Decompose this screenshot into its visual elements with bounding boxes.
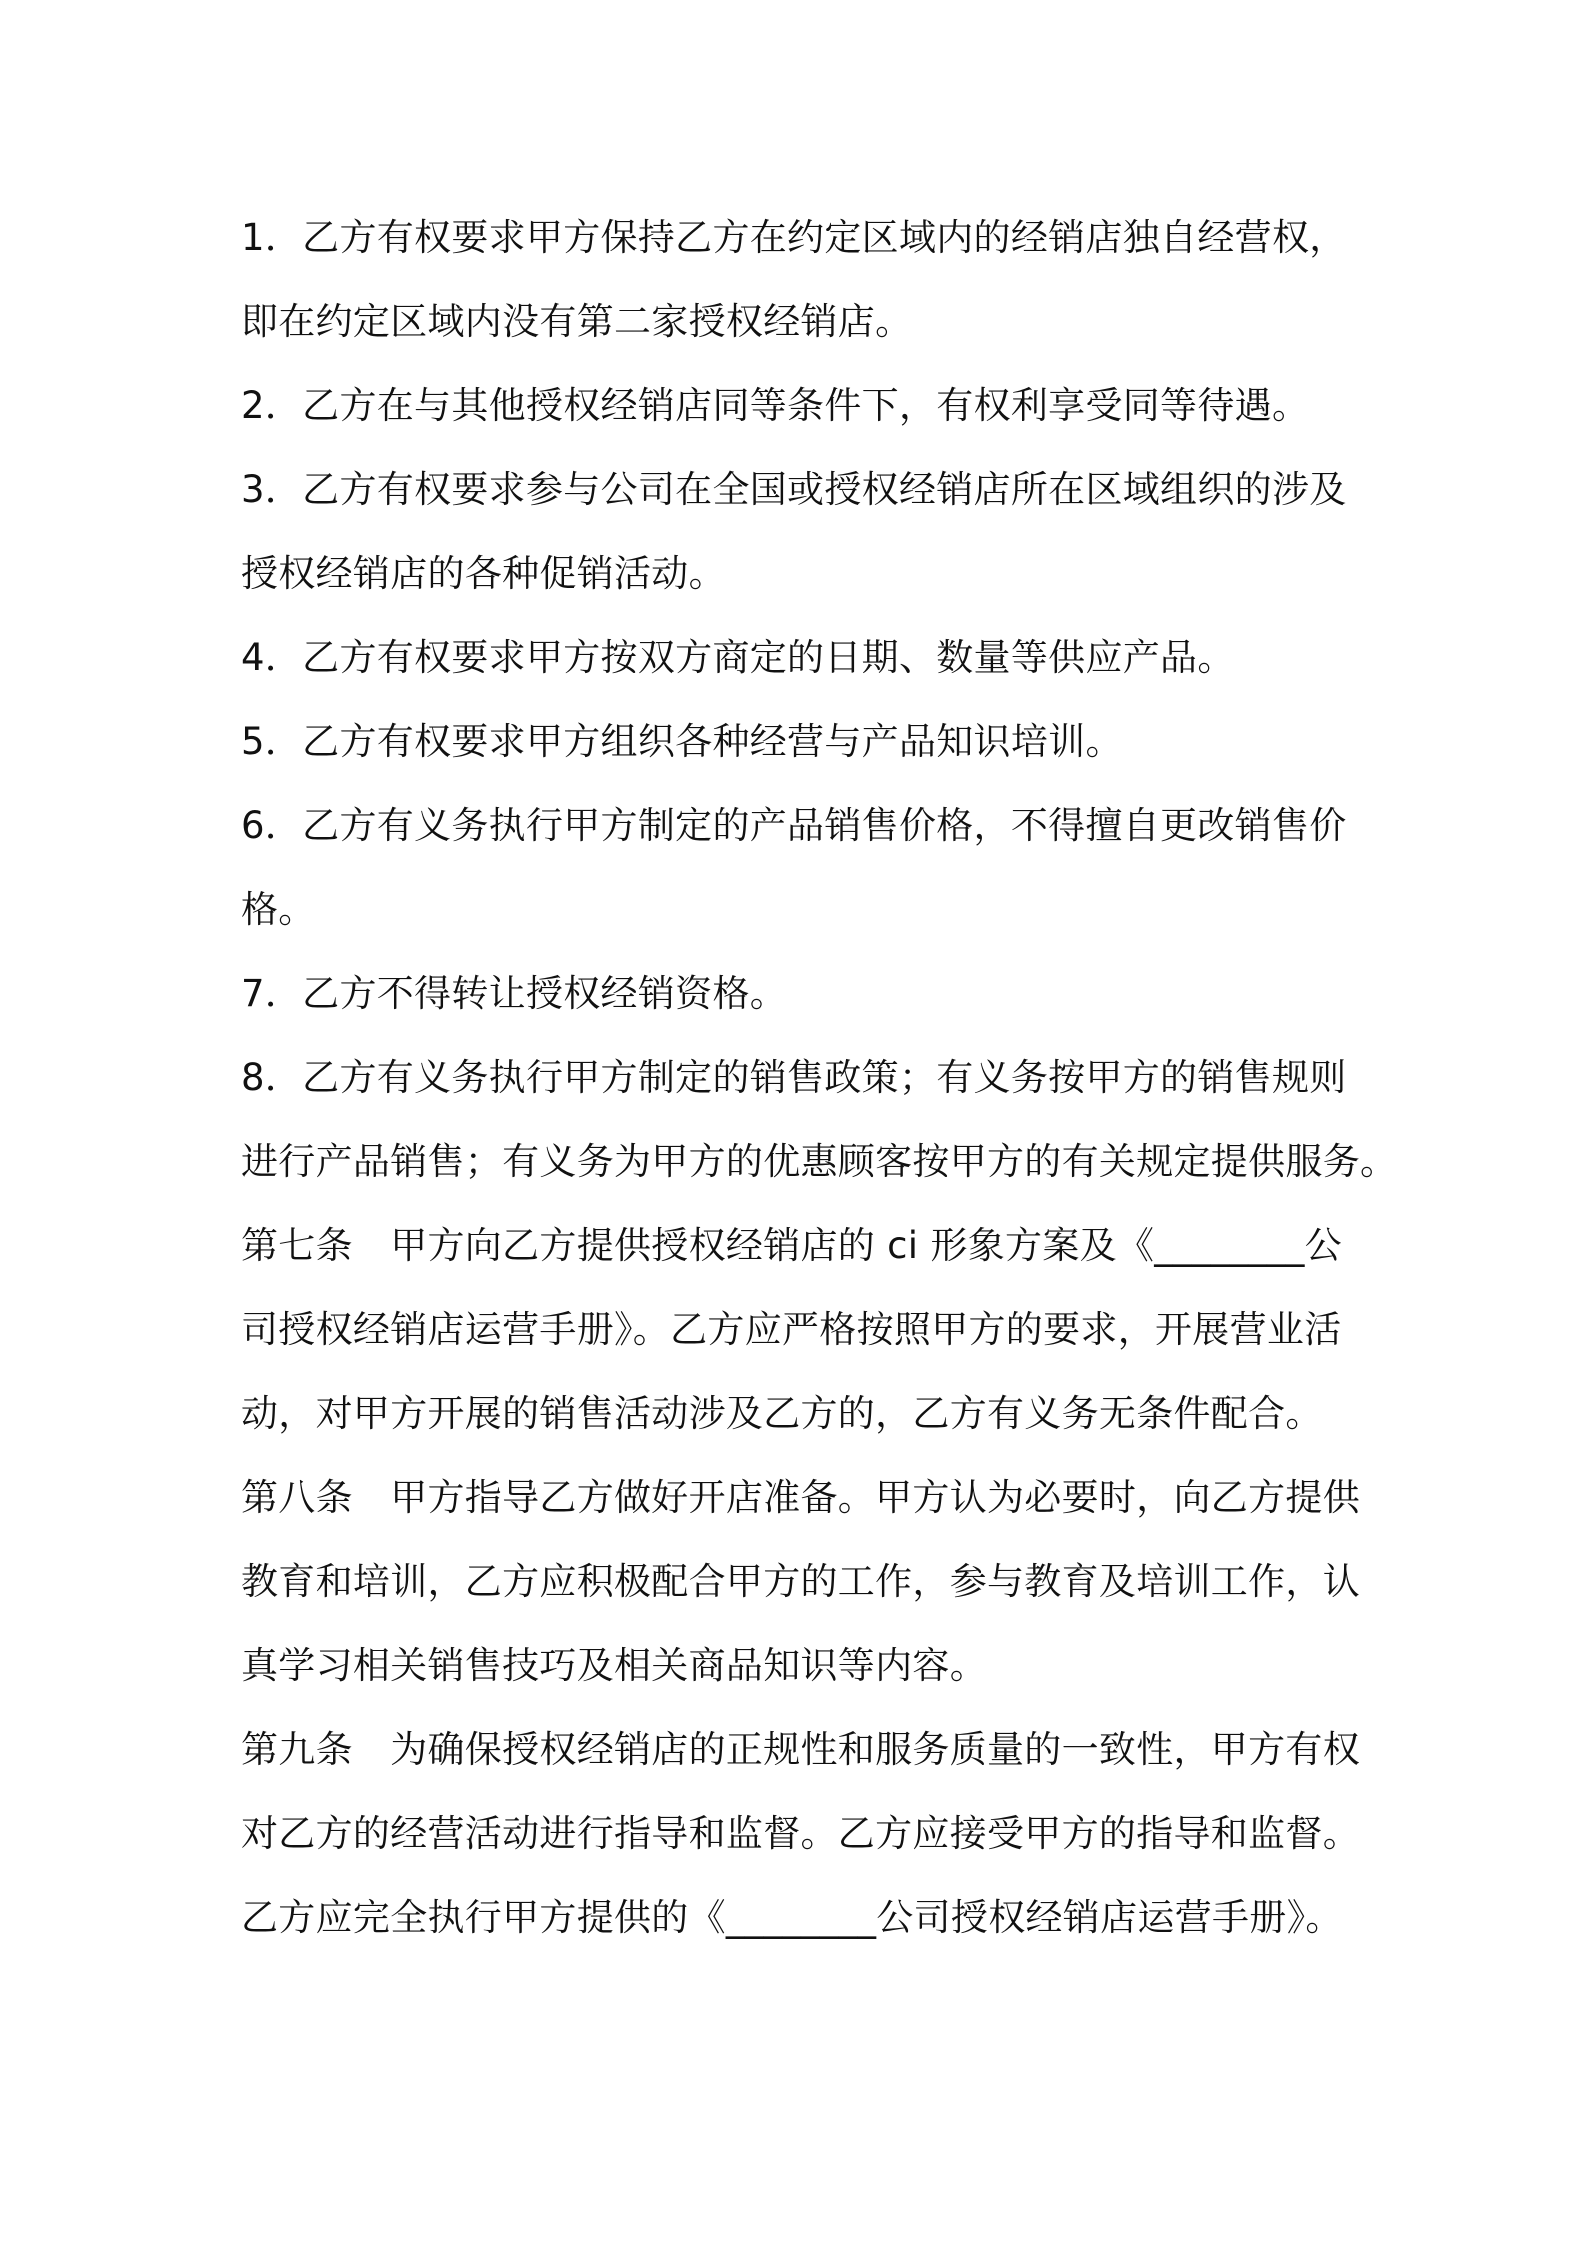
text-line: 格。 <box>241 888 316 931</box>
text-line: 5．乙方有权要求甲方组织各种经营与产品知识培训。 <box>241 720 1123 763</box>
text-line: 即在约定区域内没有第二家授权经销店。 <box>241 300 913 343</box>
document-body <box>241 196 1398 1960</box>
text-line: 授权经销店的各种促销活动。 <box>241 552 726 595</box>
text-line: 司授权经销店运营手册》。乙方应严格按照甲方的要求，开展营业活 <box>241 1308 1342 1351</box>
text-line: 乙方应完全执行甲方提供的《________公司授权经销店运营手册》。 <box>241 1896 1343 1939</box>
text-line: 真学习相关销售技巧及相关商品知识等内容。 <box>241 1644 987 1687</box>
text-line: 1．乙方有权要求甲方保持乙方在约定区域内的经销店独自经营权， <box>241 216 1347 259</box>
text-line: 第九条 为确保授权经销店的正规性和服务质量的一致性，甲方有权 <box>241 1728 1360 1771</box>
text-line: 2．乙方在与其他授权经销店同等条件下，有权利享受同等待遇。 <box>241 384 1310 427</box>
text-line: 7．乙方不得转让授权经销资格。 <box>241 972 788 1015</box>
text-line: 8．乙方有义务执行甲方制定的销售政策；有义务按甲方的销售规则 <box>241 1056 1347 1099</box>
text-line: 教育和培训，乙方应积极配合甲方的工作，参与教育及培训工作，认 <box>241 1560 1360 1603</box>
text-line: 第八条 甲方指导乙方做好开店准备。甲方认为必要时，向乙方提供 <box>241 1476 1360 1519</box>
text-line: 6．乙方有义务执行甲方制定的产品销售价格，不得擅自更改销售价 <box>241 804 1347 847</box>
text-line: 进行产品销售；有义务为甲方的优惠顾客按甲方的有关规定提供服务。 <box>241 1140 1398 1183</box>
text-line: 3．乙方有权要求参与公司在全国或授权经销店所在区域组织的涉及 <box>241 468 1347 511</box>
text-line: 对乙方的经营活动进行指导和监督。乙方应接受甲方的指导和监督。 <box>241 1812 1360 1855</box>
text-line: 动，对甲方开展的销售活动涉及乙方的，乙方有义务无条件配合。 <box>241 1392 1323 1435</box>
text-line: 4．乙方有权要求甲方按双方商定的日期、数量等供应产品。 <box>241 636 1235 679</box>
text-line: 第七条 甲方向乙方提供授权经销店的 ci 形象方案及《________公 <box>241 1224 1342 1267</box>
